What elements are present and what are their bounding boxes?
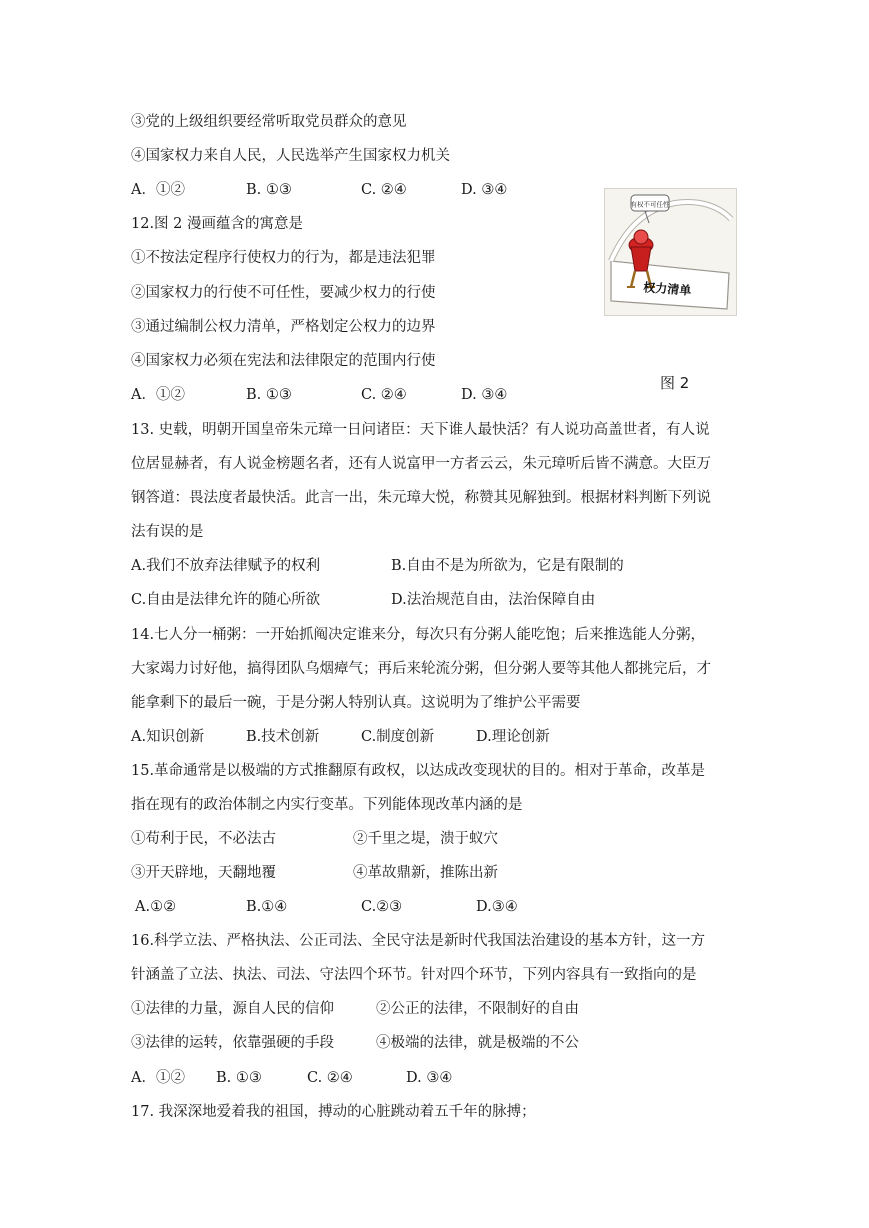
option-a: A.我们不放弃法律赋予的权利 xyxy=(131,558,321,574)
option-a: A．①② xyxy=(131,1070,185,1086)
question-14: 14.七人分一桶粥：一开始抓阄决定谁来分，每次只有分粥人能吃饱；后来推选能人分粥， xyxy=(131,627,706,643)
statement-4: ④革故鼎新，推陈出新 xyxy=(353,865,498,881)
question-15-cont: 指在现有的政治体制之内实行变革。下列能体现改革内涵的是 xyxy=(131,797,523,813)
statement-line: ④国家权力来自人民，人民选举产生国家权力机关 xyxy=(131,148,450,164)
question-16: 16.科学立法、严格执法、公正司法、全民守法是新时代我国法治建设的基本方针，这一方 xyxy=(131,933,706,949)
list-text: 权力清单 xyxy=(642,280,692,298)
statement-line: ①不按法定程序行使权力的行为，都是违法犯罪 xyxy=(131,250,436,266)
question-13: 13. 史载，明朝开国皇帝朱元璋一日问诸臣：天下谁人最快活？有人说功高盖世者，有人说 xyxy=(131,422,710,438)
cartoon-figure xyxy=(604,188,737,316)
statement-line: ③党的上级组织要经常听取党员群众的意见 xyxy=(131,114,407,130)
option-b: B.技术创新 xyxy=(246,729,320,745)
option-c: C. ②④ xyxy=(361,182,407,198)
option-b: B. ①③ xyxy=(246,387,292,403)
option-a: A．①② xyxy=(131,182,185,198)
question-14-cont: 能拿剩下的最后一碗，于是分粥人特别认真。这说明为了维护公平需要 xyxy=(131,695,581,711)
option-c: C. ②④ xyxy=(361,387,407,403)
option-d: D.理论创新 xyxy=(476,729,550,745)
option-a: A．①② xyxy=(131,387,185,403)
cartoon-illustration xyxy=(605,189,736,315)
statement-1: ①苟利于民，不必法古 xyxy=(131,831,276,847)
option-d: D. ③④ xyxy=(461,387,508,403)
option-c: C.②③ xyxy=(361,899,403,915)
option-d: D. ③④ xyxy=(461,182,508,198)
question-12: 12.图 2 漫画蕴含的寓意是 xyxy=(131,216,304,232)
statement-1: ①法律的力量，源自人民的信仰 xyxy=(131,1001,334,1017)
statement-2: ②千里之堤，溃于蚁穴 xyxy=(353,831,498,847)
statement-line: ③通过编制公权力清单，严格划定公权力的边界 xyxy=(131,319,436,335)
question-13-cont: 钢答道：畏法度者最快活。此言一出，朱元璋大悦，称赞其见解独到。根据材料判断下列说 xyxy=(131,490,711,506)
statement-3: ③开天辟地，天翻地覆 xyxy=(131,865,276,881)
question-16-cont: 针涵盖了立法、执法、司法、守法四个环节。针对四个环节，下列内容具有一致指向的是 xyxy=(131,967,697,983)
option-b: B. ①③ xyxy=(216,1070,262,1086)
option-d: D.③④ xyxy=(476,899,518,915)
option-c: C.制度创新 xyxy=(361,729,435,745)
option-b: B. ①③ xyxy=(246,182,292,198)
option-b: B.自由不是为所欲为，它是有限制的 xyxy=(391,558,624,574)
figure-caption: 图 2 xyxy=(660,374,690,392)
option-b: B.①④ xyxy=(246,899,288,915)
question-14-cont: 大家竭力讨好他，搞得团队乌烟瘴气；再后来轮流分粥，但分粥人要等其他人都挑完后，才 xyxy=(131,661,711,677)
option-d: D. ③④ xyxy=(406,1070,453,1086)
option-a: A.知识创新 xyxy=(131,729,205,745)
statement-3: ③法律的运转，依靠强硬的手段 xyxy=(131,1035,334,1051)
statement-line: ④国家权力必须在宪法和法律限定的范围内行使 xyxy=(131,353,436,369)
option-c: C. ②④ xyxy=(307,1070,353,1086)
question-17: 17. 我深深地爱着我的祖国，搏动的心脏跳动着五千年的脉搏； xyxy=(131,1104,536,1120)
sign-text: 有权不可任性 xyxy=(630,200,670,209)
question-15: 15.革命通常是以极端的方式推翻原有政权，以达成改变现状的目的。相对于革命，改革是 xyxy=(131,763,706,779)
option-a: A.①② xyxy=(135,899,177,915)
option-d: D.法治规范自由，法治保障自由 xyxy=(391,592,596,608)
option-c: C.自由是法律允许的随心所欲 xyxy=(131,592,321,608)
statement-4: ④极端的法律，就是极端的不公 xyxy=(376,1035,579,1051)
question-13-cont: 位居显赫者，有人说金榜题名者，还有人说富甲一方者云云，朱元璋听后皆不满意。大臣万 xyxy=(131,456,711,472)
question-13-cont: 法有误的是 xyxy=(131,524,204,540)
statement-2: ②公正的法律，不限制好的自由 xyxy=(376,1001,579,1017)
statement-line: ②国家权力的行使不可任性，要减少权力的行使 xyxy=(131,285,436,301)
